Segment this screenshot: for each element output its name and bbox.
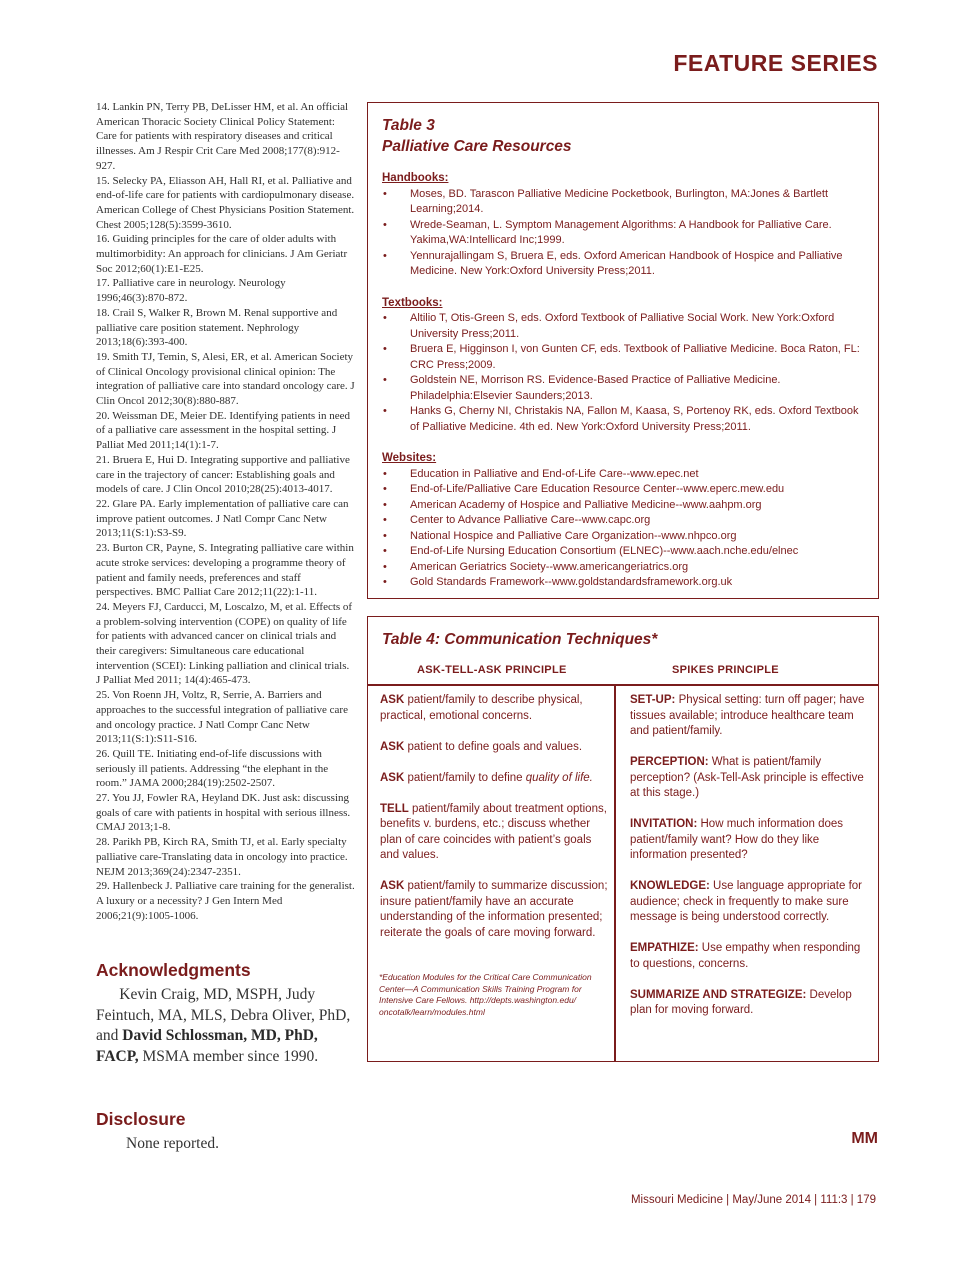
- references-list: [96, 100, 356, 923]
- reference-item: 21. Bruera E, Hui D. Integrating supportive and palliative care in the trajectory of cancer: Establishing goals and models of care. J Clin Oncol 2010;28(25):4013-4017.: [96, 453, 350, 496]
- list-item: • Gold Standards Framework--www.goldstandardsframework.org.uk: [383, 576, 733, 588]
- list-item: • Hanks G, Cherny NI, Christakis NA, Fallon M, Kaasa, S, Portenoy RK, eds. Oxford Textbook of Palliative Medicine. 4th ed. New York:Oxford University Press;2011.: [383, 405, 859, 433]
- handbooks-list: [382, 187, 864, 280]
- spikes-header: SPIKES PRINCIPLE: [672, 664, 779, 676]
- reference-item: 26. Quill TE. Initiating end-of-life discussions with seriously ill patients. Addressing “the elephant in the room.” JAMA 2000;284(19):2502-2507.: [96, 747, 329, 790]
- technique-item: ASK patient to define goals and values.: [380, 740, 583, 753]
- list-item: • American Academy of Hospice and Palliative Medicine--www.aahpm.org: [383, 498, 762, 511]
- ask-tell-ask-column: [380, 693, 610, 957]
- table4-footnote: *Education Modules for the Critical Care Communication Center—A Communication Skills Training Program for Intensive Care Fellows. http://depts.washington.edu/ oncotalk/learn/modules.html: [379, 972, 592, 1017]
- list-item: • Yennurajallingam S, Bruera E, eds. Oxford American Handbook of Hospice and Palliative Medicine. New York:Oxford University Press;2011.: [383, 249, 843, 277]
- reference-item: 19. Smith TJ, Temin, S, Alesi, ER, et al. American Society of Clinical Oncology provisional clinical opinion: The integration of palliative care into standard oncology care. J Clin Oncol 2012;30(8):880-887.: [96, 350, 355, 408]
- table3-title: Table 3: [382, 117, 435, 134]
- table4-title: Table 4: Communication Techniques*: [382, 631, 658, 648]
- reference-item: 15. Selecky PA, Eliasson AH, Hall RI, et al. Palliative and end-of-life care for patients with cardiopulmonary disease. American College of Chest Physicians Position Statement. Chest 2005;128(5):3599-3610.: [96, 174, 355, 231]
- websites-list: [382, 467, 864, 591]
- disclosure-heading: Disclosure: [96, 1109, 186, 1129]
- reference-item: 20. Weissman DE, Meier DE. Identifying patients in need of a palliative care assessment in the hospital setting. J Palliat Med 2011;14(1):1-7.: [96, 409, 350, 452]
- reference-item: 29. Hallenbeck J. Palliative care training for the generalist. A luxury or a necessity? J Gen Intern Med 2006;21(9):1005-1006.: [96, 880, 355, 922]
- handbooks-heading: Handbooks:: [382, 172, 449, 184]
- technique-item: EMPATHIZE: Use empathy when responding to questions, concerns.: [630, 942, 861, 970]
- list-item: • National Hospice and Palliative Care Organization--www.nhpco.org: [383, 529, 737, 542]
- acknowledgments-heading: Acknowledgments: [96, 960, 251, 980]
- reference-item: 24. Meyers FJ, Carducci, M, Loscalzo, M, et al. Effects of a problem-solving intervention (COPE) on quality of life for patients with advanced cancer on clinical trials and their caregivers: Simultaneous care educational intervention (SCEI): Linking palliation and clinical trials. J Palliat Med 2011; 14(4):465-473.: [96, 600, 353, 687]
- textbooks-heading: Textbooks:: [382, 296, 443, 309]
- reference-item: 16. Guiding principles for the care of older adults with multimorbidity: An approach for clinicians. J Am Geriatr Soc 2012;60(1):E1-E25.: [96, 233, 348, 275]
- reference-item: 14. Lankin PN, Terry PB, DeLisser HM, et al. An official American Thoracic Society Clinical Policy Statement: Care for patients with respiratory diseases and critical illnesses. Am J Respir Crit Care Med 2008;177(8):912-927.: [96, 101, 349, 172]
- reference-item: 17. Palliative care in neurology. Neurology 1996;46(3):870-872.: [96, 277, 286, 305]
- reference-item: 28. Parikh PB, Kirch RA, Smith TJ, et al. Early specialty palliative care-Translating data in oncology into practice. NEJM 2013;369(24):2347-2351.: [96, 836, 348, 878]
- technique-item: TELL patient/family about treatment options, benefits v. burdens, etc.; discuss whether plan of care coincides with patient’s goals and values.: [380, 802, 607, 861]
- technique-item: ASK patient/family to describe physical, practical, emotional concerns.: [380, 694, 583, 722]
- ack-text-b: MSMA member since 1990.: [138, 1047, 319, 1065]
- list-item: • Altilio T, Otis-Green S, eds. Oxford Textbook of Palliative Social Work. New York:Oxford University Press;2011.: [383, 312, 835, 340]
- acknowledgments-text: [96, 985, 354, 1067]
- websites-heading: Websites:: [382, 452, 437, 464]
- table4-header-divider: [367, 684, 879, 686]
- table4-column-divider: [614, 684, 616, 1061]
- page-footer: Missouri Medicine | May/June 2014 | 111:3 | 179: [630, 1194, 876, 1206]
- disclosure-text: None reported.: [126, 1135, 219, 1152]
- list-item: • End-of-Life/Palliative Care Education Resource Center--www.eperc.mew.edu: [383, 483, 785, 495]
- list-item: • Education in Palliative and End-of-Life Care--www.epec.net: [383, 467, 699, 480]
- feature-series-header: FEATURE SERIES: [673, 50, 878, 76]
- reference-item: 23. Burton CR, Payne, S. Integrating palliative care within acute stroke services: developing a programme theory of patient and family needs, preferences and staff perspectives. BMC Palliat Care 2012;11(22):1-11.: [96, 542, 354, 599]
- table3-resources-box: [367, 102, 879, 599]
- reference-item: 22. Glare PA. Early implementation of palliative care can improve patient outcomes. J Natl Compr Canc Netw 2013;11(S:1):S3-S9.: [96, 497, 349, 540]
- technique-item: SUMMARIZE AND STRATEGIZE: Develop plan for moving forward.: [630, 988, 852, 1016]
- ask-tell-ask-header: ASK-TELL-ASK PRINCIPLE: [417, 664, 567, 676]
- technique-item: ASK patient/family to define quality of life.: [380, 771, 593, 784]
- technique-item: ASK patient/family to summarize discussion; insure patient/family have an accurate understanding of the information presented; reiterate the goals of care moving forward.: [380, 880, 608, 939]
- list-item: • Wrede-Seaman, L. Symptom Management Algorithms: A Handbook for Palliative Care. Yakima,WA:Intellicard Inc;1999.: [383, 218, 832, 246]
- technique-item: PERCEPTION: What is patient/family perception? (Ask-Tell-Ask principle is effective at this stage.): [630, 756, 864, 799]
- table3-subtitle: Palliative Care Resources: [382, 138, 572, 155]
- technique-item: SET-UP: Physical setting: turn off pager; have tissues available; introduce healthcare team and patient/family.: [630, 694, 865, 737]
- list-item: • End-of-Life Nursing Education Consortium (ELNEC)--www.aach.nche.edu/elnec: [383, 545, 799, 557]
- spikes-column: [630, 693, 866, 1034]
- list-item: • American Geriatrics Society--www.americangeriatrics.org: [383, 560, 689, 573]
- ack-text-bold: David Schlossman, MD, PhD, FACP,: [96, 1027, 318, 1065]
- list-item: • Center to Advance Palliative Care--www.capc.org: [383, 514, 651, 526]
- ack-text-a: Kevin Craig, MD, MSPH, Judy Feintuch, MA, MLS, Debra Oliver, PhD, and: [96, 986, 351, 1044]
- reference-item: 27. You JJ, Fowler RA, Heyland DK. Just ask: discussing goals of care with patients in hospital with serious illness. CMAJ 2013;1-8.: [96, 792, 351, 834]
- technique-item: KNOWLEDGE: Use language appropriate for audience; check in frequently to make sure message is being understood correctly.: [630, 880, 863, 923]
- reference-item: 18. Crail S, Walker R, Brown M. Renal supportive and palliative care position statement. Nephrology 2013;18(6):393-400.: [96, 306, 338, 349]
- reference-item: 25. Von Roenn JH, Voltz, R, Serrie, A. Barriers and approaches to the successful integration of palliative care and oncology practice. J Natl Compr Canc Netw 2013;11(S:1):S11-S16.: [96, 689, 348, 746]
- technique-item: INVITATION: How much information does patient/family want? How do they like information presented?: [630, 818, 844, 861]
- list-item: • Goldstein NE, Morrison RS. Evidence-Based Practice of Palliative Medicine. Philadelphia:Elsevier Saunders;2013.: [383, 374, 781, 402]
- list-item: • Bruera E, Higginson I, von Gunten CF, eds. Textbook of Palliative Medicine. Boca Raton, FL: CRC Press;2009.: [383, 343, 860, 371]
- end-mark: MM: [851, 1130, 878, 1147]
- textbooks-list: [382, 311, 864, 435]
- list-item: • Moses, BD. Tarascon Palliative Medicine Pocketbook, Burlington, MA:Jones & Bartlett Learning;2014.: [383, 187, 828, 215]
